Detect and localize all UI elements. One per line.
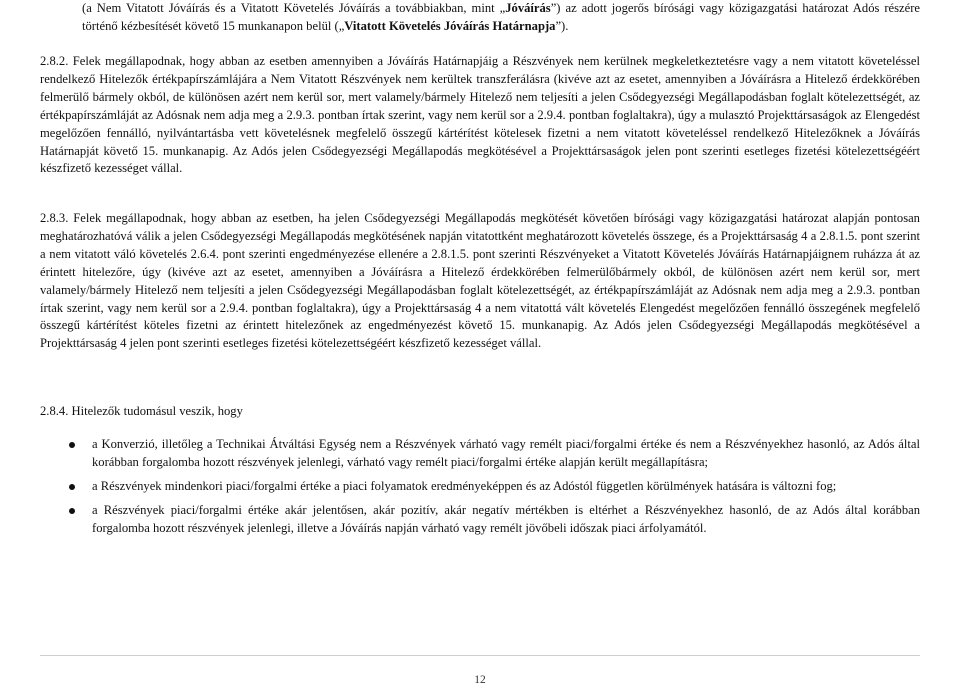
list-item-text: a Konverzió, illetőleg a Technikai Átváltási Egység nem a Részvények várható vagy remélt piaci/forgalmi értéke és nem a Részvényekhez hasonló, az Adós által korábban forgalomba hozott részvények jelenlegi, várható vagy remélt piaci/forgalmi értéke alapján került megállapításra; [92,437,920,469]
list-item [60,502,920,538]
defined-term-hatarnap: Vitatott Követelés Jóváírás Határnapja [344,18,556,33]
page-number: 12 [474,674,486,686]
section-number: 2.8.4. [40,404,69,418]
section-number: 2.8.2. [40,54,69,68]
intro-text-a: (a Nem Vitatott Jóváírás és a Vitatott Követelés Jóváírás a továbbiakban, mint „ [82,1,506,15]
bullet-icon [69,442,75,448]
footer-divider [40,655,920,656]
section-2-8-4 [40,403,920,421]
section-text: Hitelezők tudomásul veszik, hogy [71,404,243,418]
bullet-icon [69,508,75,514]
bullet-icon [69,484,75,490]
section-number: 2.8.3. [40,211,69,225]
section-2-8-2 [40,53,920,178]
section-2-8-3 [40,210,920,353]
section-text: Felek megállapodnak, hogy abban az esetben, ha jelen Csődegyezségi Megállapodás megkötését követően bírósági vagy közigazgatási határozat alapján pontosan meghatározhatóvá válik a jelen Csődegyezségi Megállapodás megkötésének napján vitatottként meghatározott követelés összege, és a Projekttársaság 4 a 2.8.1.5. pont szerint a nem vitatott váló követelés 2.6.4. pont szerinti engedményezése ellenére a 2.8.1.5. pont szerinti Részvényeket a Vitatott Követelés Jóváírás Határnapjáignem ruházza át az érintett hitelezőre, úgy (kivéve azt az esetet, amennyiben a Jóváírásra a Hitelező érdekkörében felmerülőbármely okból, de különösen azért nem kerül sor, mert valamely/bármely Hitelező nem teljesíti a jelen Csődegyezségi Megállapodásban foglalt kötelezettségét, az értékpapírszámláját az Adósnak nem adja meg a 2.9.3. pontban írtak szerint, vagy nem kerül sor a 2.9.4. pontban foglaltakra), úgy a Projekttársaság 4 a nem vitatottá vált követelés Elengedést megelőzően fennálló összegének megfelelő összegű kártérítést köteles fizetni az érintett hitelezőnek az engedményezést követő 15. munkanapig. Az Adós jelen Csődegyezségi Megállapodás megkötésével a Projekttársaság 4 jelen pont szerinti esetleges fizetési kötelezettségéért készfizető kezességet vállal. [40,211,920,351]
list-item-text: a Részvények mindenkori piaci/forgalmi értéke a piaci folyamatok eredményeképpen és az Adóstól független körülmények hatására is változni fog; [92,478,837,493]
intro-paragraph [82,0,920,36]
bullet-list [60,436,920,544]
defined-term-joovairas: Jóváírás [505,1,551,15]
list-item [60,436,920,472]
intro-text-c: ”). [555,18,569,33]
intro-text-b: ”) az adott jogerős bírósági vagy közigazgatási határozat Adós részére történő kézbesítését követő 15 munkanapon belül („ [82,1,921,33]
list-item [60,478,920,496]
list-item-text: a Részvények piaci/forgalmi értéke akár jelentősen, akár pozitív, akár negatív mértékben is eltérhet a Részvényekhez hasonló, de az Adós által korábban forgalomba hozott részvények jelenlegi, illetve a Jóváírás napján várható vagy remélt jövőbeli időszak piaci árfolyamától. [92,502,920,535]
section-text: Felek megállapodnak, hogy abban az esetben amennyiben a Jóváírás Határnapjáig a Részvények nem kerülnek megkeletkeztetésre vagy a nem vitatott követeléssel rendelkező Hitelezők értékpapírszámlájára a Nem Vitatott Részvények nem kerültek transzferálásra (kivéve azt az esetet, amennyiben a Jóváírásra a Hitelező érdekkörében felmerülő bármely okból, de különösen azért nem kerül sor, mert valamely/bármely Hitelező nem teljesíti a jelen Csődegyezségi Megállapodásban foglalt kötelezettségét, az értékpapírszámláját az Adósnak nem adja meg a 2.9.3. pontban írtak szerint, vagy nem kerül sor a 2.9.4. pontban foglaltakra), úgy a mulasztó Projekttársaságok az Elengedést megelőzően fennálló, nyilvántartásba vett követelésnek megfelelő összegű kártérítést kötelesek fizetni a nem vitatott követeléssel rendelkező Hitelezőknek a Jóváírás Határnapját követő 15. munkanapig. Az Adós jelen Csődegyezségi Megállapodás megkötésével a Projekttársaságok jelen pont szerinti esetleges fizetési kötelezettségéért készfizető kezességet vállal. [40,54,920,176]
